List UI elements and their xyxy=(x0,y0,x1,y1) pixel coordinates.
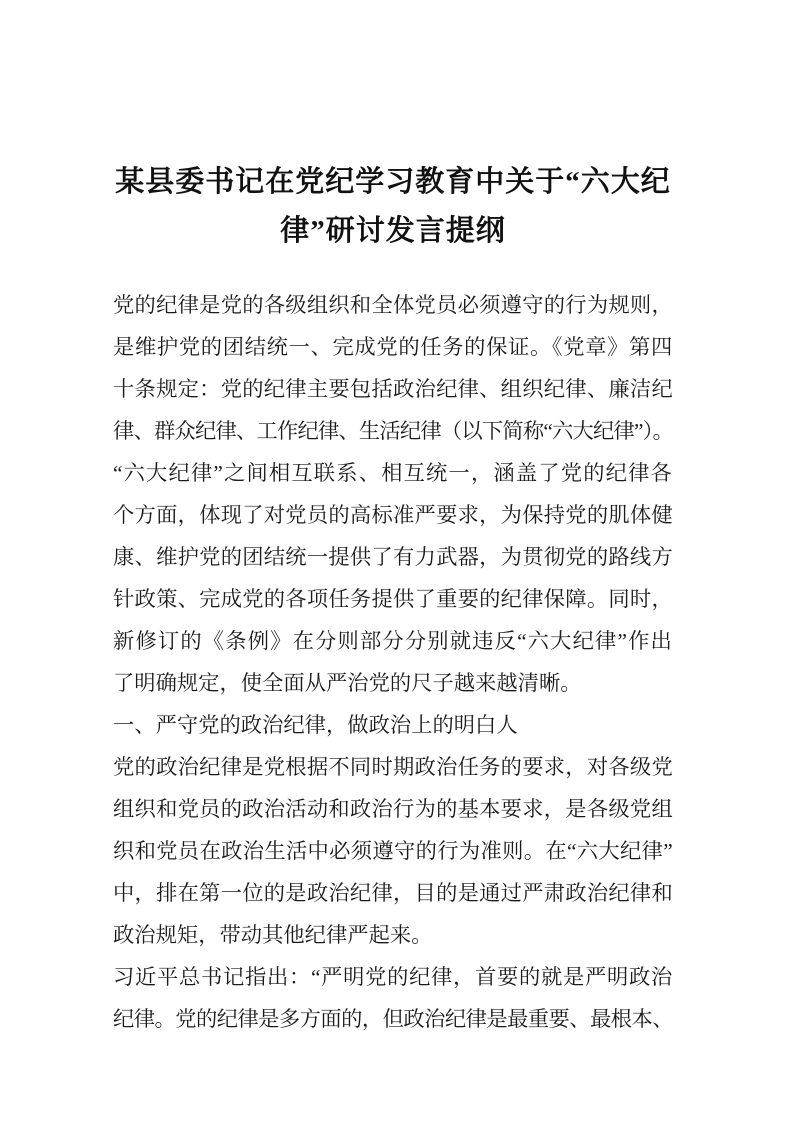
text-line-content: 习近平总书记指出：“严明党的纪律，首要的就是严明政治 xyxy=(113,965,673,989)
text-line-content: 政治规矩，带动其他纪律严起来。 xyxy=(113,923,433,947)
text-line xyxy=(113,872,673,914)
text-line-content: 织和党员在政治生活中必须遵守的行为准则。在“六大纪律” xyxy=(113,839,673,863)
text-line xyxy=(113,410,673,452)
section-heading xyxy=(113,704,673,746)
text-line xyxy=(113,830,673,872)
text-line-content: 个方面，体现了对党员的高标准严要求，为保持党的肌体健 xyxy=(113,503,673,527)
text-line xyxy=(113,494,673,536)
title-line: 某县委书记在党纪学习教育中关于“六大纪 xyxy=(115,166,671,198)
text-line xyxy=(113,746,673,788)
text-line-content: 律、群众纪律、工作纪律、生活纪律（以下简称“六大纪律”）。 xyxy=(113,419,673,443)
text-line xyxy=(113,998,673,1040)
paragraph xyxy=(113,746,673,956)
text-line xyxy=(113,368,673,410)
text-line xyxy=(113,662,673,704)
text-line-content: 康、维护党的团结统一提供了有力武器，为贯彻党的路线方 xyxy=(113,545,673,569)
text-line-content: 中，排在第一位的是政治纪律，目的是通过严肃政治纪律和 xyxy=(113,881,673,905)
text-line-content: 新修订的《条例》在分则部分分别就违反“六大纪律”作出 xyxy=(113,629,673,653)
text-line xyxy=(113,704,673,746)
document-body xyxy=(113,284,673,1040)
text-line-content: 党的纪律是党的各级组织和全体党员必须遵守的行为规则， xyxy=(113,293,673,317)
text-line-content: “六大纪律”之间相互联系、相互统一，涵盖了党的纪律各 xyxy=(113,461,673,485)
text-line xyxy=(113,284,673,326)
text-line xyxy=(113,788,673,830)
document-title xyxy=(113,158,673,256)
text-line xyxy=(113,536,673,578)
text-line-content: 组织和党员的政治活动和政治行为的基本要求，是各级党组 xyxy=(113,797,673,821)
text-line xyxy=(113,326,673,368)
text-line-content: 十条规定：党的纪律主要包括政治纪律、组织纪律、廉洁纪 xyxy=(113,377,673,401)
text-line-content: 是维护党的团结统一、完成党的任务的保证。《党章》第四 xyxy=(113,335,673,359)
text-line-content: 党的政治纪律是党根据不同时期政治任务的要求，对各级党 xyxy=(113,755,673,779)
text-line-content: 针政策、完成党的各项任务提供了重要的纪律保障。同时， xyxy=(113,587,673,611)
text-line-content: 了明确规定，使全面从严治党的尺子越来越清晰。 xyxy=(113,671,582,695)
text-line xyxy=(113,452,673,494)
paragraph xyxy=(113,956,673,1040)
text-line xyxy=(113,956,673,998)
title-line: 律”研讨发言提纲 xyxy=(280,215,506,247)
text-line-content: 一、严守党的政治纪律，做政治上的明白人 xyxy=(113,713,518,737)
text-line xyxy=(113,914,673,956)
text-line-content: 纪律。党的纪律是多方面的，但政治纪律是最重要、最根本、 xyxy=(113,1007,673,1031)
text-line xyxy=(113,578,673,620)
text-line xyxy=(113,620,673,662)
document-content xyxy=(113,158,673,1040)
paragraph xyxy=(113,284,673,704)
